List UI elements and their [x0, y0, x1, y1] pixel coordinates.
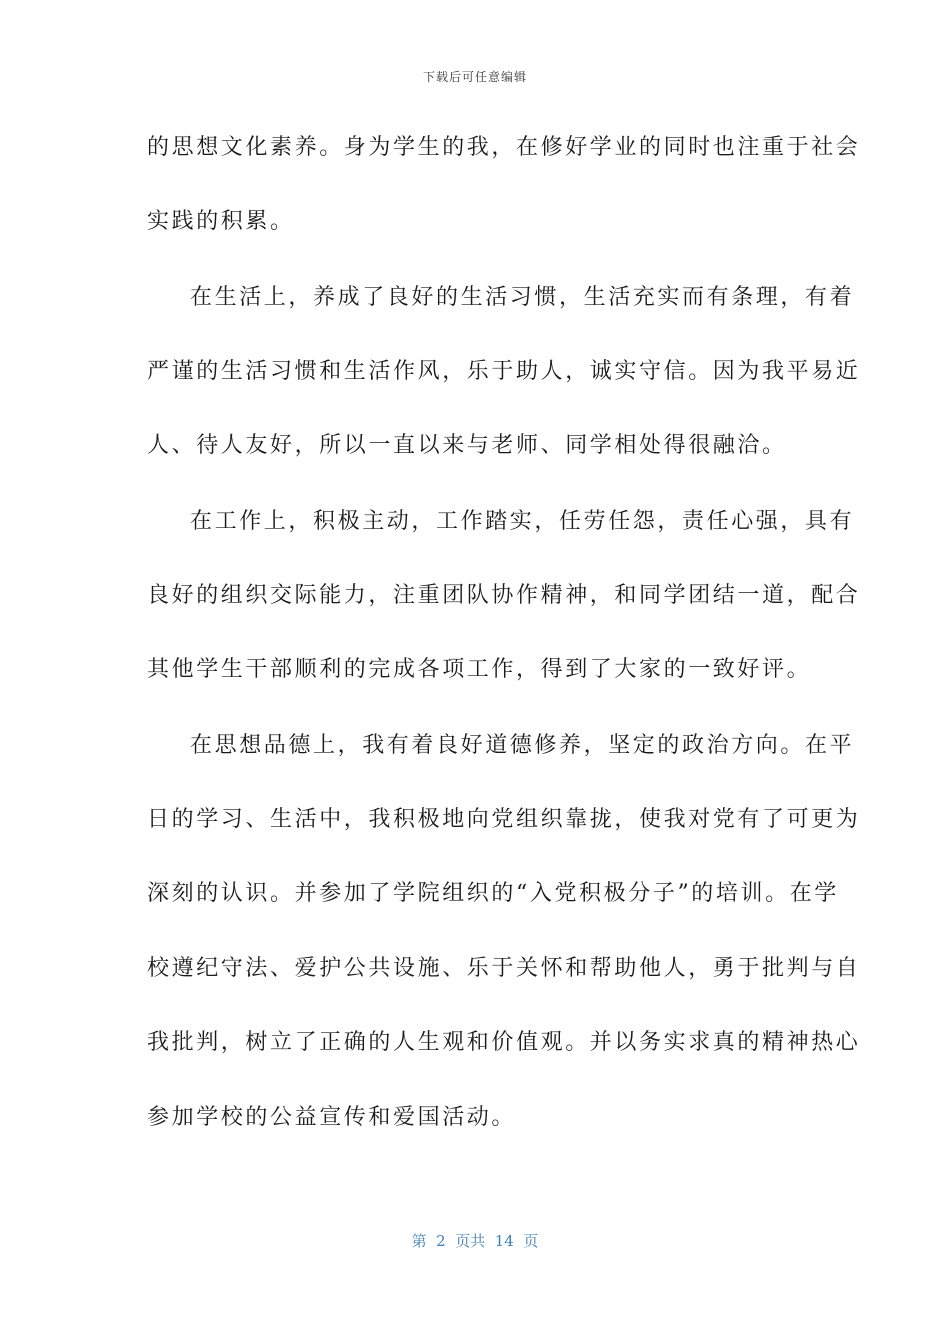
body-line: 良好的组织交际能力，注重团队协作精神，和同学团结一道，配合 — [147, 583, 861, 608]
body-line: 我批判，树立了正确的人生观和价值观。并以务实求真的精神热心 — [147, 1030, 861, 1055]
body-line: 参加学校的公益宣传和爱国活动。 — [147, 1105, 517, 1130]
body-line: 实践的积累。 — [147, 209, 295, 234]
body-line: 的思想文化素养。身为学生的我，在修好学业的同时也注重于社会 — [147, 135, 861, 160]
body-line: 严谨的生活习惯和生活作风，乐于助人，诚实守信。因为我平易近 — [147, 359, 861, 384]
paragraph-first-line: 在生活上，养成了良好的生活习惯，生活充实而有条理，有着 — [190, 285, 855, 310]
page-number: 第 2 页共 14 页 — [411, 1232, 539, 1250]
body-line: 日的学习、生活中，我积极地向党组织靠拢，使我对党有了可更为 — [147, 807, 861, 832]
body-line: 其他学生干部顺利的完成各项工作，得到了大家的一致好评。 — [147, 657, 812, 682]
body-line: 人、待人友好，所以一直以来与老师、同学相处得很融洽。 — [147, 433, 787, 458]
body-line: 深刻的认识。并参加了学院组织的“入党积极分子”的培训。在学 — [147, 881, 839, 906]
paragraph-first-line: 在工作上，积极主动，工作踏实，任劳任怨，责任心强，具有 — [190, 509, 855, 534]
paragraph-first-line: 在思想品德上，我有着良好道德修养，坚定的政治方向。在平 — [190, 733, 855, 758]
page-header: 下载后可任意编辑 — [422, 70, 527, 84]
body-line: 校遵纪守法、爱护公共设施、乐于关怀和帮助他人，勇于批判与自 — [147, 956, 861, 981]
